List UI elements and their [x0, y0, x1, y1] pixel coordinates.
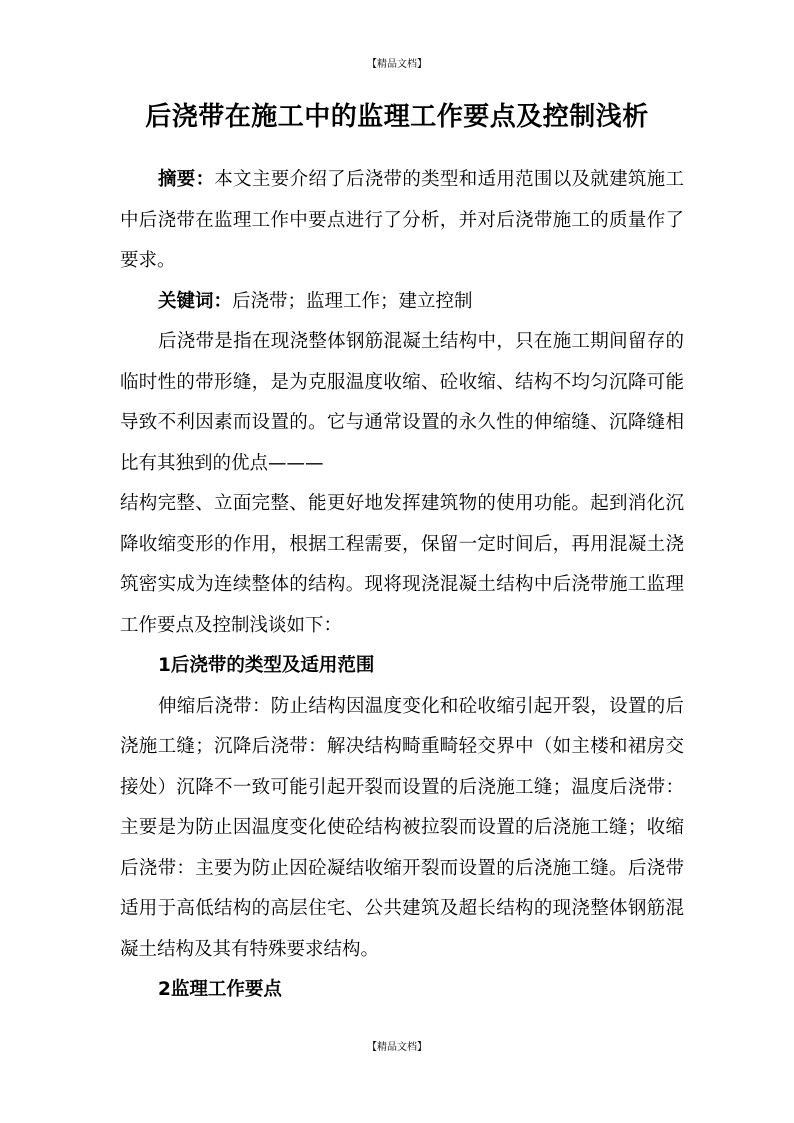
intro-paragraph-1: 后浇带是指在现浇整体钢筋混凝土结构中，只在施工期间留存的临时性的带形缝，是为克服温度收缩、砼收缩、结构不均匀沉降可能导致不利因素而设置的。它与通常设置的永久性的伸缩缝、沉降缝相比有其独到的优点——— [120, 331, 684, 474]
section-1-heading: 1后浇带的类型及适用范围 [158, 655, 375, 676]
document-body [120, 160, 684, 1011]
intro-paragraph-2: 结构完整、立面完整、能更好地发挥建筑物的使用功能。起到消化沉降收缩变形的作用，根据工程需要，保留一定时间后，再用混凝土浇筑密实成为连续整体的结构。现将现浇混凝土结构中后浇带施工监理工作要点及控制浅谈如下： [120, 493, 684, 636]
document-title: 后浇带在施工中的监理工作要点及控制浅析 [145, 102, 649, 132]
abstract-paragraph [120, 160, 684, 282]
keywords-paragraph [120, 282, 684, 323]
page-header-mark: 【精品文档】 [367, 59, 427, 70]
keywords-text: 后浇带；监理工作；建立控制 [232, 290, 473, 312]
abstract-label: 摘要： [158, 169, 215, 190]
abstract-text: 本文主要介绍了后浇带的类型和适用范围以及就建筑施工中后浇带在监理工作中要点进行了分析，并对后浇带施工的质量作了要求。 [120, 169, 684, 271]
page-footer-mark: 【精品文档】 [367, 1042, 427, 1053]
section-2-heading: 2监理工作要点 [158, 979, 282, 1000]
section-1-paragraph: 伸缩后浇带：防止结构因温度变化和砼收缩引起开裂，设置的后浇施工缝；沉降后浇带：解决结构畸重畸轻交界中（如主楼和裙房交接处）沉降不一致可能引起开裂而设置的后浇施工缝；温度后浇带：主要是为防止因温度变化使砼结构被拉裂而设置的后浇施工缝；收缩后浇带：主要为防止因砼凝结收缩开裂而设置的后浇施工缝。后浇带适用于高低结构的高层住宅、公共建筑及超长结构的现浇整体钢筋混凝土结构及其有特殊要求结构。 [120, 695, 684, 960]
keywords-label: 关键词： [158, 290, 233, 312]
